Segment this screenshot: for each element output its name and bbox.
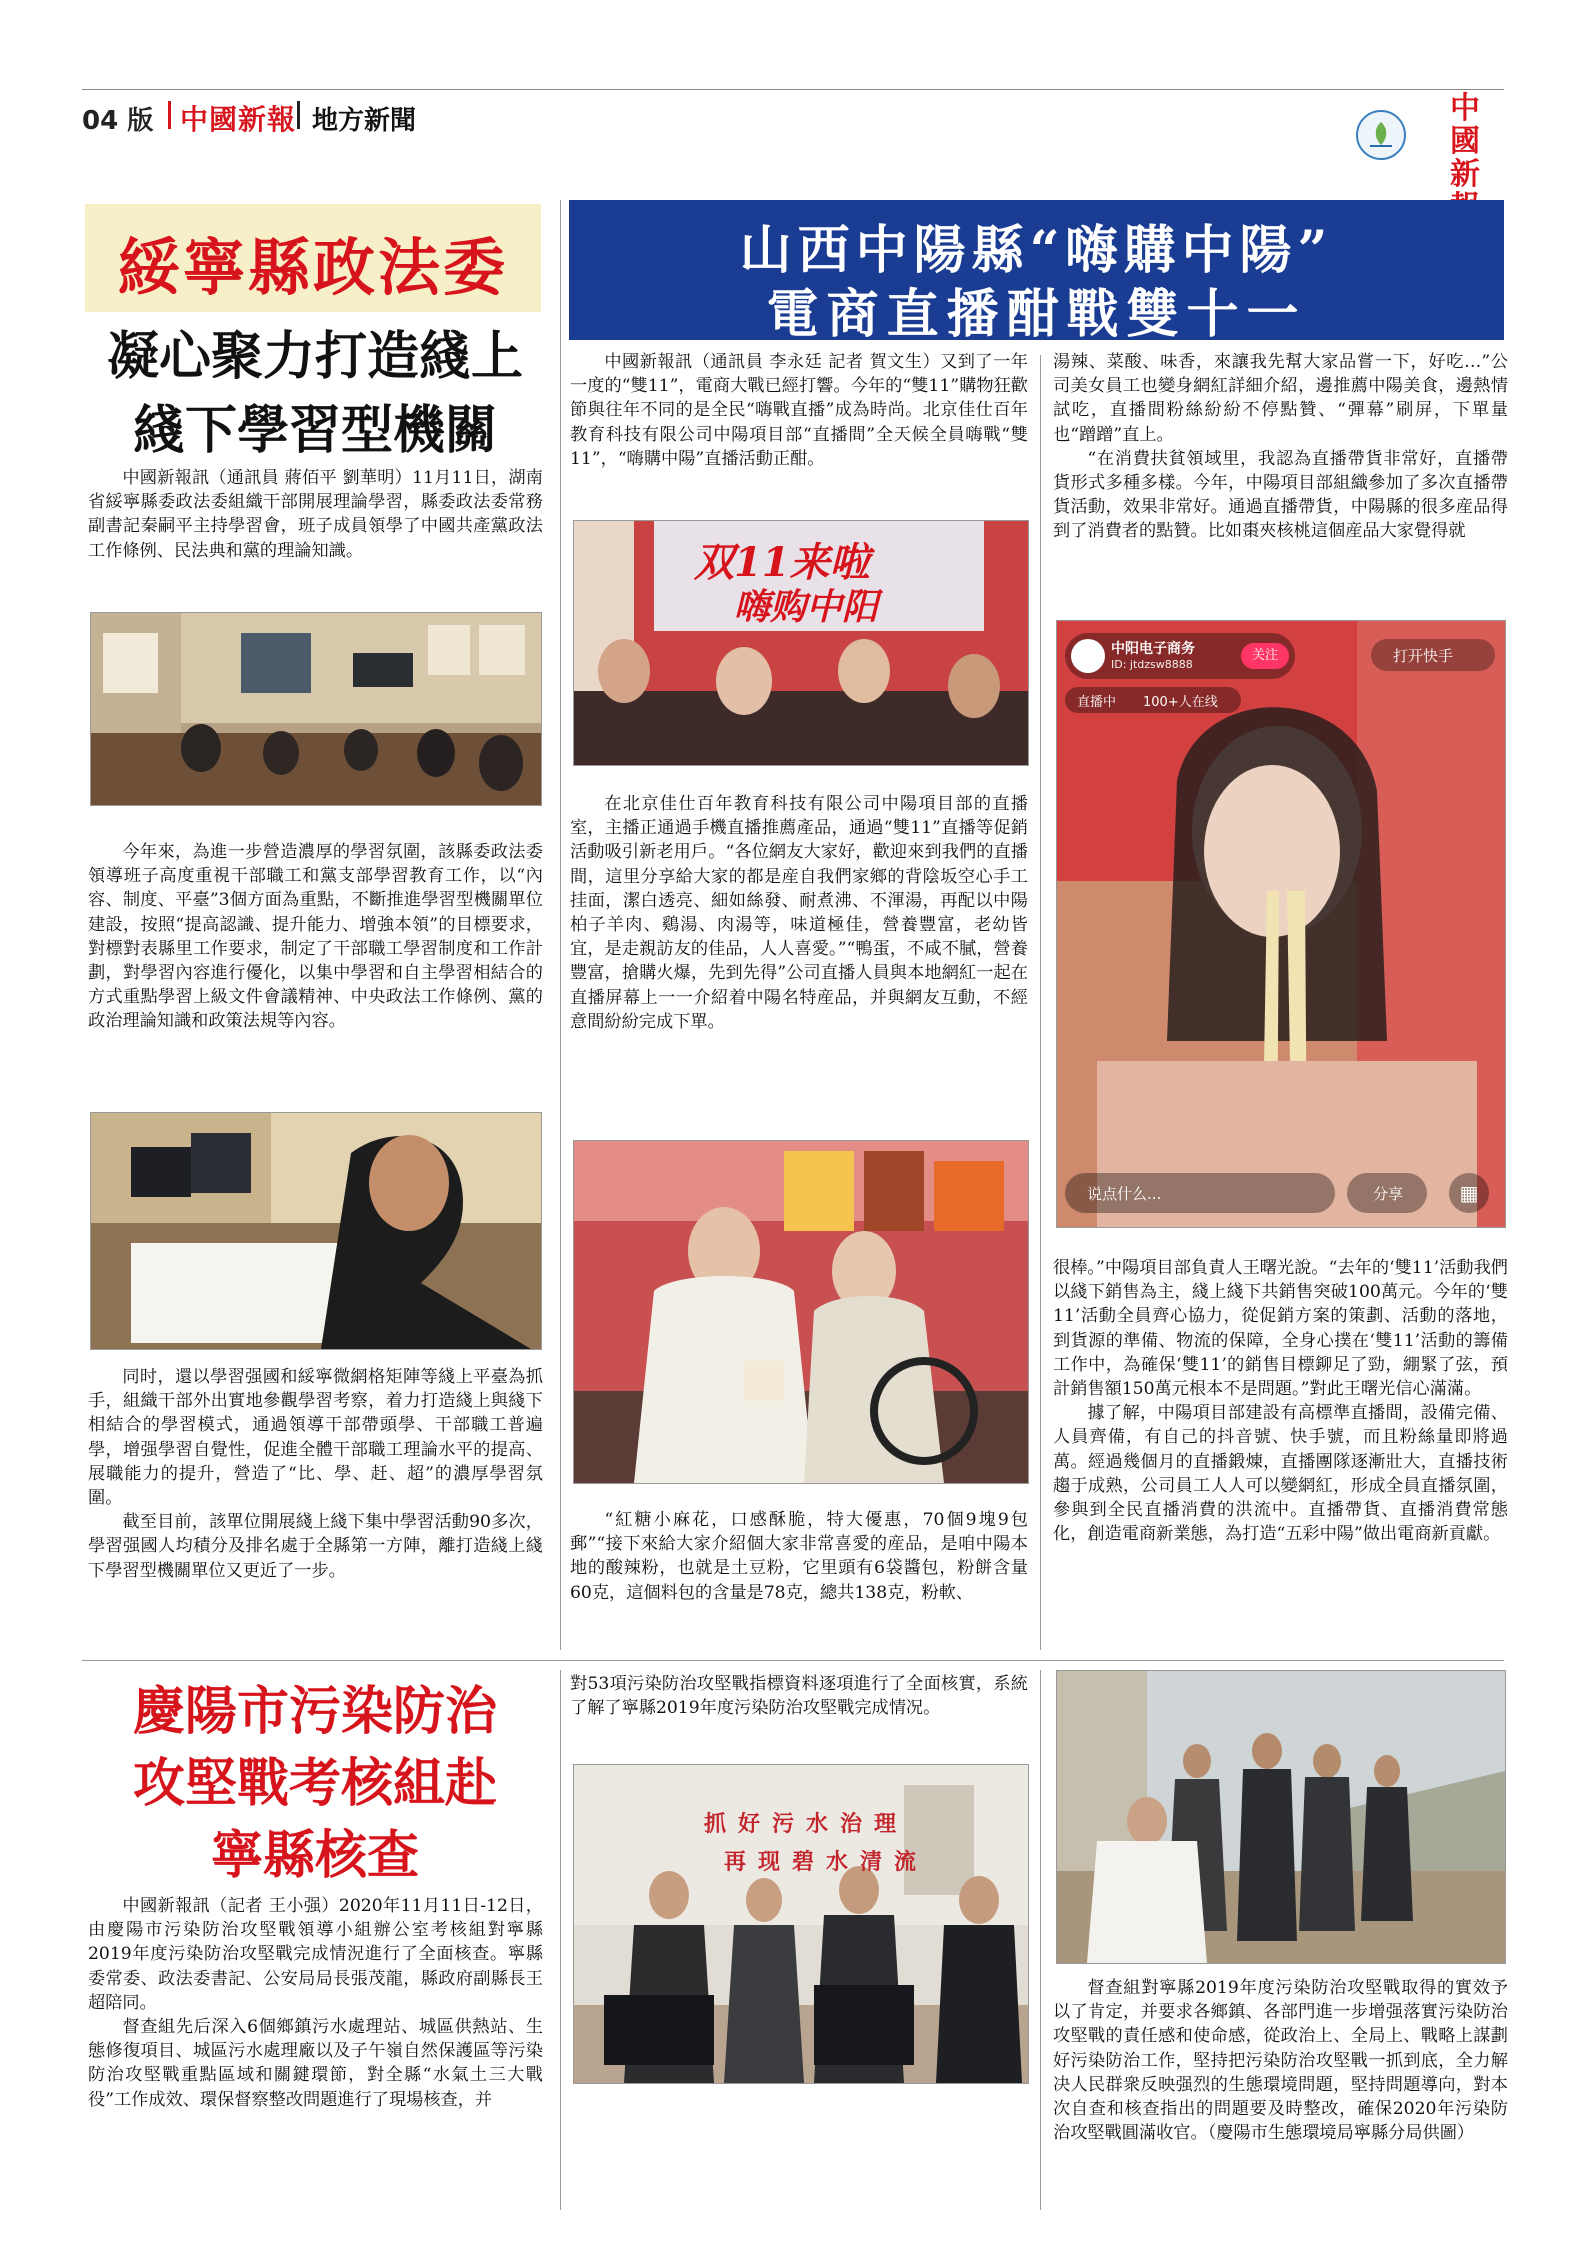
livestream-hosts-photo bbox=[573, 520, 1029, 766]
officer-studying-photo bbox=[90, 1112, 542, 1350]
article2-title-banner bbox=[569, 200, 1504, 345]
open-app-label: 打开快手 bbox=[1393, 647, 1454, 665]
livestream-banner-text: 嗨购中阳 bbox=[734, 586, 879, 628]
paragraph: 中國新報訊（記者 王小强）2020年11月11日-12日，由慶陽市污染防治攻堅戰領導小組辦公室考核組對寧縣2019年度污染防治攻堅戰完成情況進行了全面核查。寧縣委常委、政法委書記、公安局局長張茂龍，縣政府副縣長王超陪同。 bbox=[88, 1896, 543, 2013]
article3-title-line: 慶陽市污染防治 bbox=[132, 1681, 497, 1742]
livestream-banner-text: 双11来啦 bbox=[694, 539, 870, 586]
paragraph: 今年來，為進一步營造濃厚的學習氛圍，該縣委政法委領導班子高度重視干部職工和黨支部學習教育工作，以“內容、制度、平臺”3個方面為重點，不斷推進學習型機關單位建設，按照“提高認識、提升能力、增強本領”的目標要求，對標對表縣里工作要求，制定了干部職工學習制度和工作計劃，對學習內容進行優化，以集中學習和自主學習相結合的方式重點學習上級文件會議精神、中央政法工作條例、黨的政治理論知識和政策法規等內容。 bbox=[88, 842, 543, 1032]
paper-logo: 中國新報 bbox=[180, 103, 297, 136]
paragraph: 在北京佳仕百年教育科技有限公司中陽項目部的直播室，主播正通過手機直播推薦產品，通過“雙11”直播等促銷活動吸引新老用戶。“各位網友大家好，歡迎來到我們的直播間，這里分享給大家的都是産自我們家鄉的背陰坂空心手工挂面，潔白透亮、細如絲發、耐煮沸、不渾湯，再配以中陽柏子羊肉、鷄湯、肉湯等，味道極佳，營養豐富，老幼皆宜，是走親訪友的佳品，人人喜愛。”“鴨蛋，不咸不膩，營養豐富，搶購火爆，先到先得”公司直播人員與本地網紅一起在直播屏幕上一一介紹着中陽名特産品，并與網友互動，不經意間紛紛完成下單。 bbox=[570, 794, 1028, 1032]
header-divider-2 bbox=[297, 101, 300, 129]
article2-body-1 bbox=[570, 792, 1028, 1034]
article2-body-2 bbox=[570, 1508, 1028, 1605]
comment-input[interactable] bbox=[1065, 1173, 1335, 1213]
article3-title-line: 攻堅戰考核組赴 bbox=[132, 1753, 497, 1814]
follow-button[interactable]: 关注 bbox=[1241, 643, 1289, 669]
account-id: ID: jtdzsw8888 bbox=[1111, 658, 1193, 671]
article2-body-3 bbox=[1053, 350, 1508, 544]
article1-body-2 bbox=[88, 1365, 543, 1583]
paragraph: 同时，還以學習强國和綏寧微網格矩陣等綫上平臺為抓手，組織干部外出實地參觀學習考察，着力打造綫上與綫下相結合的學習模式，通過領導干部帶頭學、干部職工普遍學，增强學習自覺性，促進全體干部職工理論水平的提高、展職能力的提升，營造了“比、學、赶、超”的濃厚學習氛圍。 bbox=[88, 1367, 543, 1509]
masthead-char: 新 bbox=[1450, 157, 1480, 192]
article2-body-4 bbox=[1053, 1256, 1508, 1546]
share-label: 分享 bbox=[1373, 1185, 1404, 1203]
phone-livestream-screenshot bbox=[1056, 620, 1506, 1228]
live-account-pill[interactable] bbox=[1065, 633, 1295, 679]
article2-title-line: 電商直播酣戰雙十一 bbox=[766, 284, 1307, 345]
section-rule bbox=[82, 1660, 1504, 1661]
comment-placeholder: 说点什么... bbox=[1087, 1185, 1162, 1203]
paragraph: “紅糖小麻花，口感酥脆，特大優惠，70個9塊9包郵”“接下來給大家介紹個大家非常喜愛的産品，是咱中陽本地的酸辣粉，也就是土豆粉，它里頭有6袋醬包，粉餅含量60克，這個料包的含量是78克，總共138克，粉軟、 bbox=[570, 1510, 1028, 1603]
header-rule bbox=[82, 89, 1504, 90]
article1-title-line: 綫下學習型機關 bbox=[132, 400, 497, 461]
article3-title bbox=[85, 1676, 545, 1892]
page-number: 04 版 bbox=[82, 106, 154, 136]
article2-intro bbox=[570, 350, 1028, 471]
site-visit-photo bbox=[1056, 1670, 1506, 1964]
masthead-char: 中 bbox=[1450, 91, 1480, 126]
article1-banner bbox=[85, 204, 541, 312]
paragraph: 很棒。”中陽項目部負責人王曙光說。“去年的‘雙11’活動我們以綫下銷售為主，綫上綫下共銷售突破100萬元。今年的‘雙11’活動全員齊心協力，從促銷方案的策劃、活動的落地，到貨源的準備、物流的保障，全身心撲在‘雙11’活動的籌備工作中，為確保‘雙11’的銷售目標鉚足了勁，綳緊了弦，預計銷售額150萬元根本不是問題。”對此王曙光信心滿滿。 bbox=[1053, 1258, 1508, 1400]
article2-title-line: 山西中陽縣“嗨購中陽” bbox=[739, 220, 1334, 281]
wall-slogan: 再现碧水清流 bbox=[724, 1849, 929, 1875]
column-rule bbox=[1040, 1670, 1041, 2210]
paragraph: 對53項污染防治攻堅戰指標資料逐項進行了全面核實，系統了解了寧縣2019年度污染防治攻堅戰完成情况。 bbox=[570, 1674, 1028, 1719]
column-rule bbox=[560, 200, 561, 1650]
paragraph: 督查組先后深入6個鄉鎮污水處理站、城區供熱站、生態修復項目、城區污水處理廠以及子午嶺自然保護區等污染防治攻堅戰重點區域和關鍵環節，對全縣“水氣土三大戰役”工作成效、環保督察整改問題進行了現場核查，并 bbox=[88, 2017, 543, 2110]
paragraph: 中國新報訊（通訊員 李永廷 記者 賀文生）又到了一年一度的“雙11”，電商大戰已經打響。今年的“雙11”購物狂歡節與往年不同的是全民“嗨戰直播”成為時尚。北京佳仕百年教育科技有限公司中陽項目部“直播間”全天候全員嗨戰“雙11”，“嗨購中陽”直播活動正酣。 bbox=[570, 352, 1028, 469]
meeting-room-photo bbox=[90, 612, 542, 806]
article1-body-1 bbox=[88, 840, 543, 1034]
section-name: 地方新聞 bbox=[312, 106, 417, 136]
masthead-char: 國 bbox=[1450, 124, 1480, 159]
viewer-count: 100+人在线 bbox=[1143, 695, 1218, 710]
paragraph: 據了解，中陽項目部建設有高標準直播間，設備完備、人員齊備，有自己的抖音號、快手號，而且粉絲量即將過萬。經過幾個月的直播鍛煉，直播團隊逐漸壯大，直播技術趨于成熟，公司員工人人可以變網紅，形成全員直播氛圍，參與到全民直播消費的洪流中。直播帶貨、直播消費常態化，創造電商新業態，為打造“五彩中陽”做出電商新貢獻。 bbox=[1053, 1403, 1508, 1545]
article1-intro bbox=[88, 466, 543, 563]
gift-icon[interactable]: ▦ bbox=[1449, 1173, 1489, 1213]
article1-banner-text: 綏寧縣政法委 bbox=[117, 231, 508, 304]
article1-title bbox=[85, 320, 545, 468]
paragraph: 督查組對寧縣2019年度污染防治攻堅戰取得的實效予以了肯定，并要求各鄉鎮、各部門進一步增强落實污染防治攻堅戰的責任感和使命感，從政治上、全局上、戰略上謀劃好污染防治工作，堅持把污染防治攻堅戰一抓到底，全力解决人民群衆反映强烈的生態環境問題，堅持問題導向，對本次自查和核查指出的問題要及時整改，確保2020年污染防治攻堅戰圓滿收官。（慶陽市生態環境局寧縣分局供圖） bbox=[1053, 1978, 1508, 2144]
article3-body-1 bbox=[88, 1894, 543, 2112]
article1-title-line: 凝心聚力打造綫上 bbox=[106, 326, 523, 387]
account-avatar bbox=[1071, 639, 1105, 673]
live-tasting-photo bbox=[573, 1140, 1029, 1484]
wall-slogan: 抓好污水治理 bbox=[704, 1811, 909, 1837]
inspection-office-photo bbox=[573, 1764, 1029, 2084]
header-divider-1 bbox=[168, 101, 171, 129]
column-rule bbox=[560, 1670, 561, 2210]
column-rule bbox=[1040, 355, 1041, 1650]
leaf-icon bbox=[1358, 112, 1404, 158]
live-status-label: 直播中 bbox=[1077, 695, 1117, 710]
share-button[interactable] bbox=[1347, 1173, 1427, 1213]
article3-body-3 bbox=[1053, 1976, 1508, 2145]
paragraph: 湯辣、菜酸、味香，來讓我先幫大家品嘗一下，好吃…”公司美女員工也變身網紅詳細介紹，邊推薦中陽美食，邊熱情試吃，直播間粉絲紛紛不停點贊、“彈幕”刷屏，下單量也“蹭蹭”直上。 bbox=[1053, 352, 1508, 445]
paragraph: 中國新報訊（通訊員 蔣佰平 劉華明）11月11日，湖南省綏寧縣委政法委組織干部開展理論學習，縣委政法委常務副書記秦嗣平主持學習會，班子成員領學了中國共產黨政法工作條例、民法典和黨的理論知識。 bbox=[88, 468, 543, 561]
paragraph: 截至目前，該單位開展綫上綫下集中學習活動90多次，學習强國人均積分及排名處于全縣第一方陣，離打造綫上綫下學習型機關單位又更近了一步。 bbox=[88, 1512, 543, 1581]
open-app-button[interactable] bbox=[1371, 639, 1495, 671]
account-name: 中阳电子商务 bbox=[1111, 641, 1195, 657]
article3-title-line: 寧縣核查 bbox=[210, 1825, 419, 1886]
live-status-pill bbox=[1065, 687, 1241, 713]
emblem-logo bbox=[1356, 110, 1406, 160]
paragraph: “在消費扶貧領域里，我認為直播帶貨非常好，直播帶貨形式多種多樣。今年，中陽項目部組織參加了多次直播帶貨活動，效果非常好。通過直播帶貨，中陽縣的很多産品得到了消費者的點贊。比如棗夾核桃這個産品大家覺得就 bbox=[1053, 448, 1508, 542]
article3-body-2 bbox=[570, 1672, 1028, 1720]
